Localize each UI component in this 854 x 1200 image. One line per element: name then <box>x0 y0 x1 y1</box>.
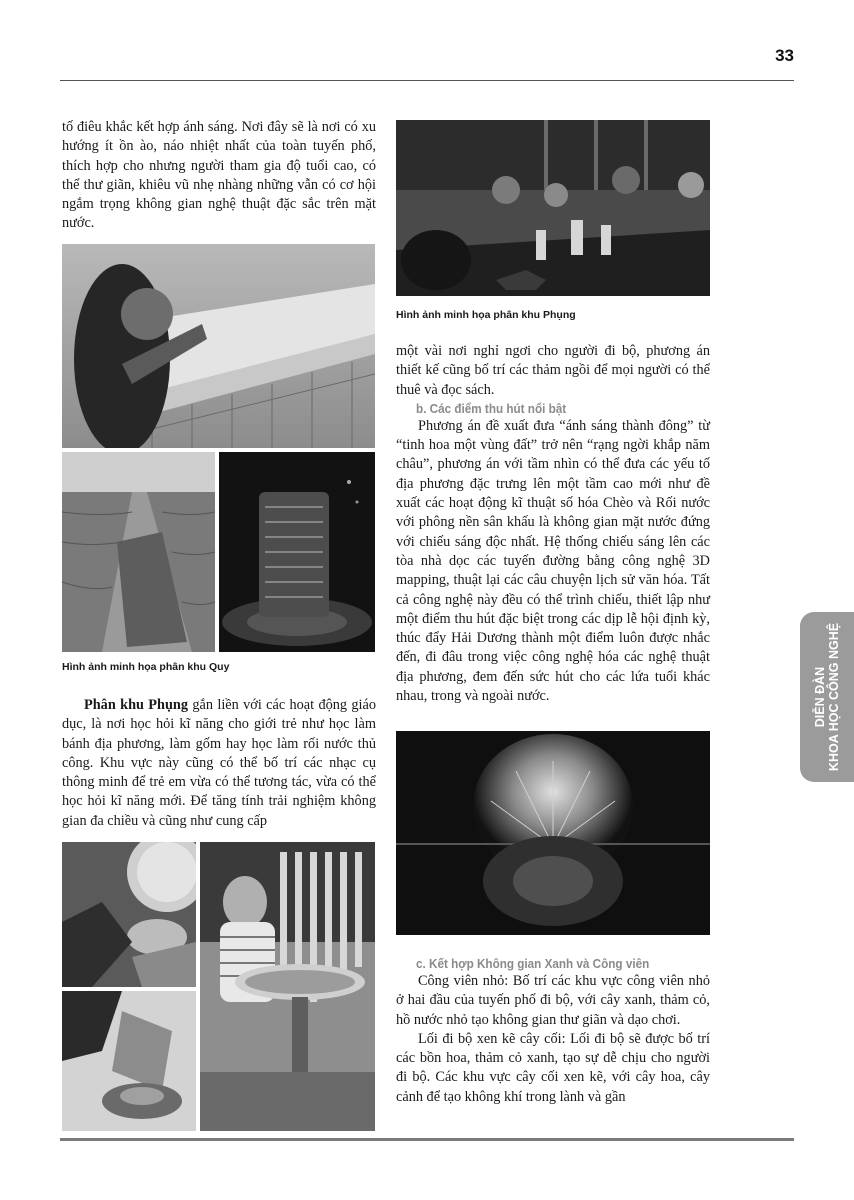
right-main-text <box>396 342 710 706</box>
photo-water-light-show <box>396 731 710 935</box>
photo-child-reading-panel <box>62 244 375 448</box>
photo-street-plaque <box>62 452 215 652</box>
photo-water-puppets <box>396 120 710 296</box>
section-side-tab <box>800 612 854 782</box>
heading-attractions: b. Các điểm thu hút nổi bật <box>416 400 567 416</box>
phung-term: Phân khu Phụng <box>84 697 189 713</box>
left-phung-text <box>62 696 376 831</box>
photo-lit-sculpture <box>219 452 375 652</box>
paragraph-small-parks: Công viên nhỏ: Bố trí các khu vực công viên nhỏ ở hai đầu của tuyến phố đi bộ, với cây xanh, thảm cỏ, hồ nước nhỏ tạo không gian thư giãn và dạo chơi. <box>396 973 710 1028</box>
right-green-space-text <box>396 955 710 1107</box>
photo-rice-cake-making <box>62 842 196 987</box>
heading-green-space: c. Kết hợp Không gian Xanh và Công viên <box>416 956 650 971</box>
paragraph-walkways: Lối đi bộ xen kẽ cây cối: Lối đi bộ sẽ được bố trí các bồn hoa, thảm cỏ xanh, tạo sự dễ chịu cho người đi bộ. Các khu vực cây cối xen kẽ, với cây hoa, cây cảnh để tạo không khí trong lành và gần <box>396 1030 710 1105</box>
photo-pottery-making <box>62 991 196 1131</box>
paragraph-quy-end: tố điêu khắc kết hợp ánh sáng. Nơi đây sẽ là nơi có xu hướng ít ồn ào, náo nhiệt nhất của toàn tuyến phố, thích hợp cho nhưng người tham gia độ tuổi cao, có thể thư giãn, khiêu vũ nhẹ nhàng những vẫn có cơ hội ngắm trọng không gian nghệ thuật đặc sắc trên mặt nước. <box>62 119 376 232</box>
side-tab-line2: KHOA HỌC CÔNG NGHỆ <box>827 622 841 772</box>
page-number: 33 <box>775 46 794 65</box>
header-rule <box>60 80 794 81</box>
left-intro-text <box>62 118 376 234</box>
footer-rule <box>60 1138 794 1141</box>
caption-quy: Hình ảnh minh họa phân khu Quy <box>62 661 230 673</box>
paragraph-phung: gắn liền với các hoạt động giáo dục, là nơi học hỏi kĩ năng cho giới trẻ như học làm bánh địa phương, làm gốm hay học làm rối nước thủ công. Khu vực này cũng có thể bố trí các nhạc cụ thông minh để trẻ em vừa có thể tương tác, vừa có thể học hỏi kĩ năng mới. Để tăng tính trải nghiệm không gian đa chiều và cũng như cung cấp <box>62 697 376 829</box>
paragraph-attractions: Phương án đề xuất đưa “ánh sáng thành đông” từ “tinh hoa một vùng đất” trở nên “rạng ngời khắp năm châu”, phương án với tầm nhìn có thể đưa các yếu tố địa phương đặc trưng lên một tầm cao mới như đề xuất các hoạt động kĩ thuật số hóa Chèo và Rối nước với phông nền sân khấu là không gian mặt nước đứng với chiếu sáng độc nhất. Hệ thống chiếu sáng lên các tòa nhà dọc các tuyến đường bằng công nghệ 3D mapping, thuật lại các câu chuyện lịch sử văn hóa. Tất cả công nghệ này đều có thể trình chiếu, thiết lập như một điểm thu hút đặc biệt trong các dịp lễ hội định kỳ, thúc đẩy Hải Dương thành một điểm luôn được nhắc đến, đi đâu trong việc công nghệ hóa các nghệ thuật địa phương, đem đến sức hút cho các lứa tuổi khác nhau, trong và ngoài nước. <box>396 417 710 705</box>
photo-girl-musical-instrument <box>200 842 375 1131</box>
caption-phung: Hình ảnh minh họa phân khu Phụng <box>396 309 576 321</box>
side-tab-line1: DIỄN ĐÀN <box>813 666 827 728</box>
paragraph-reading-mats: một vài nơi nghỉ ngơi cho người đi bộ, phương án thiết kế cũng bố trí các thảm ngồi để mọi người có thể thuê và đọc sách. <box>396 343 710 398</box>
